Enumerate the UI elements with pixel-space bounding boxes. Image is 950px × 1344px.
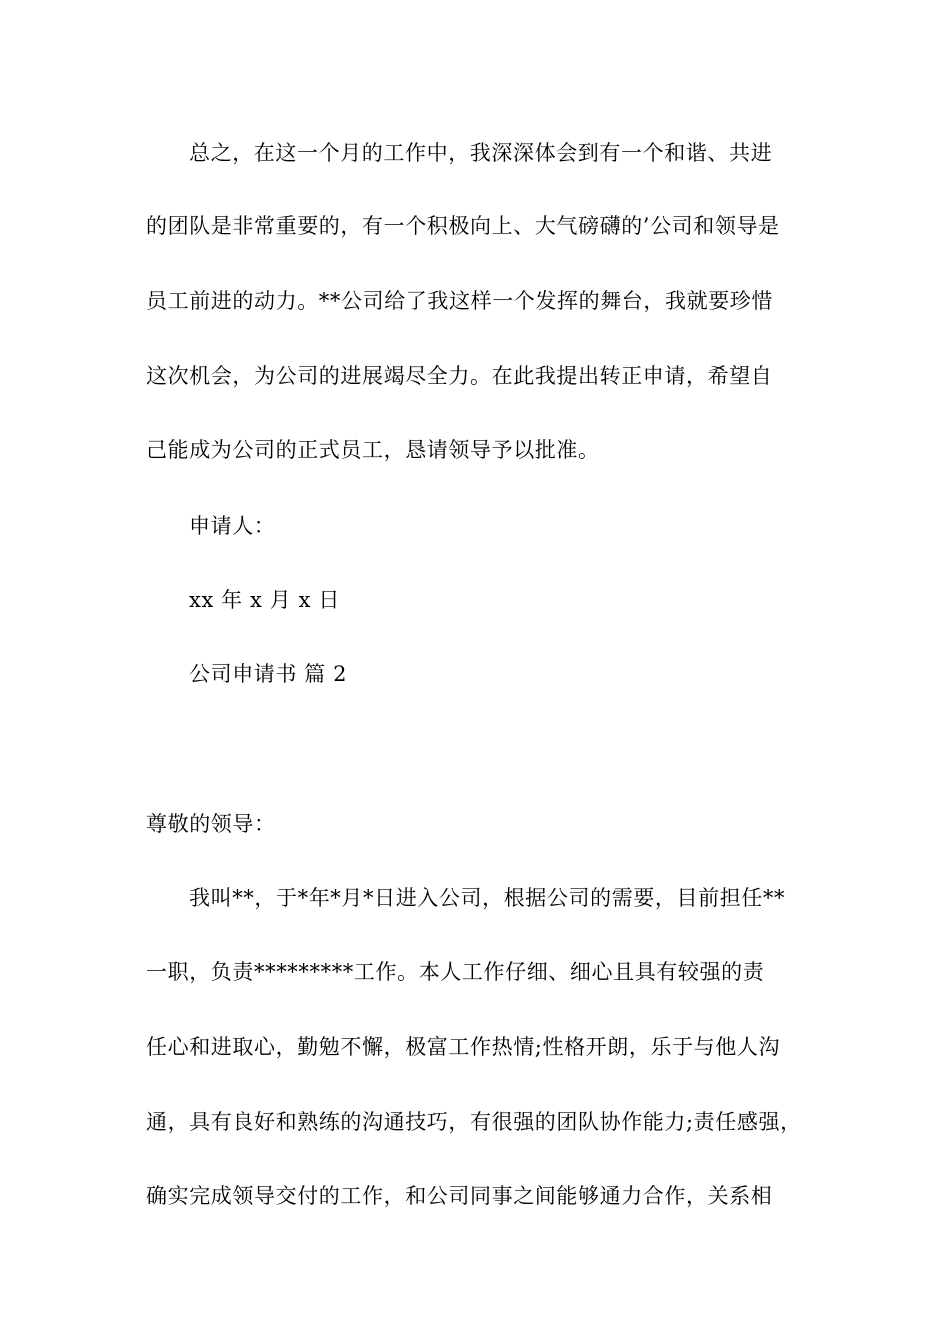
section-title: 公司申请书 篇 2 <box>189 662 348 686</box>
applicant-label: 申请人： <box>189 514 276 538</box>
paragraph-1-line-2: 的团队是非常重要的，有一个积极向上、大气磅礴的’公司和领导是 <box>146 214 780 238</box>
salutation: 尊敬的领导： <box>146 812 276 836</box>
date-line: xx 年 x 月 x 日 <box>189 588 340 612</box>
paragraph-2-line-2: 一职，负责*********工作。本人工作仔细、细心且具有较强的责 <box>146 960 765 984</box>
paragraph-2-line-4: 通，具有良好和熟练的沟通技巧，有很强的团队协作能力;责任感强， <box>146 1110 802 1134</box>
paragraph-2-line-3: 任心和进取心，勤勉不懈，极富工作热情;性格开朗，乐于与他人沟 <box>146 1035 781 1059</box>
paragraph-2-line-5: 确实完成领导交付的工作，和公司同事之间能够通力合作，关系相 <box>146 1184 773 1208</box>
paragraph-1-line-1: 总之，在这一个月的工作中，我深深体会到有一个和谐、共进 <box>189 141 773 165</box>
paragraph-1-line-3: 员工前进的动力。**公司给了我这样一个发挥的舞台，我就要珍惜 <box>146 289 773 313</box>
paragraph-1-line-5: 己能成为公司的正式员工，恳请领导予以批准。 <box>146 438 600 462</box>
paragraph-2-line-1: 我叫**，于*年*月*日进入公司，根据公司的需要，目前担任** <box>189 886 786 910</box>
paragraph-1-line-4: 这次机会，为公司的进展竭尽全力。在此我提出转正申请，希望自 <box>146 364 773 388</box>
